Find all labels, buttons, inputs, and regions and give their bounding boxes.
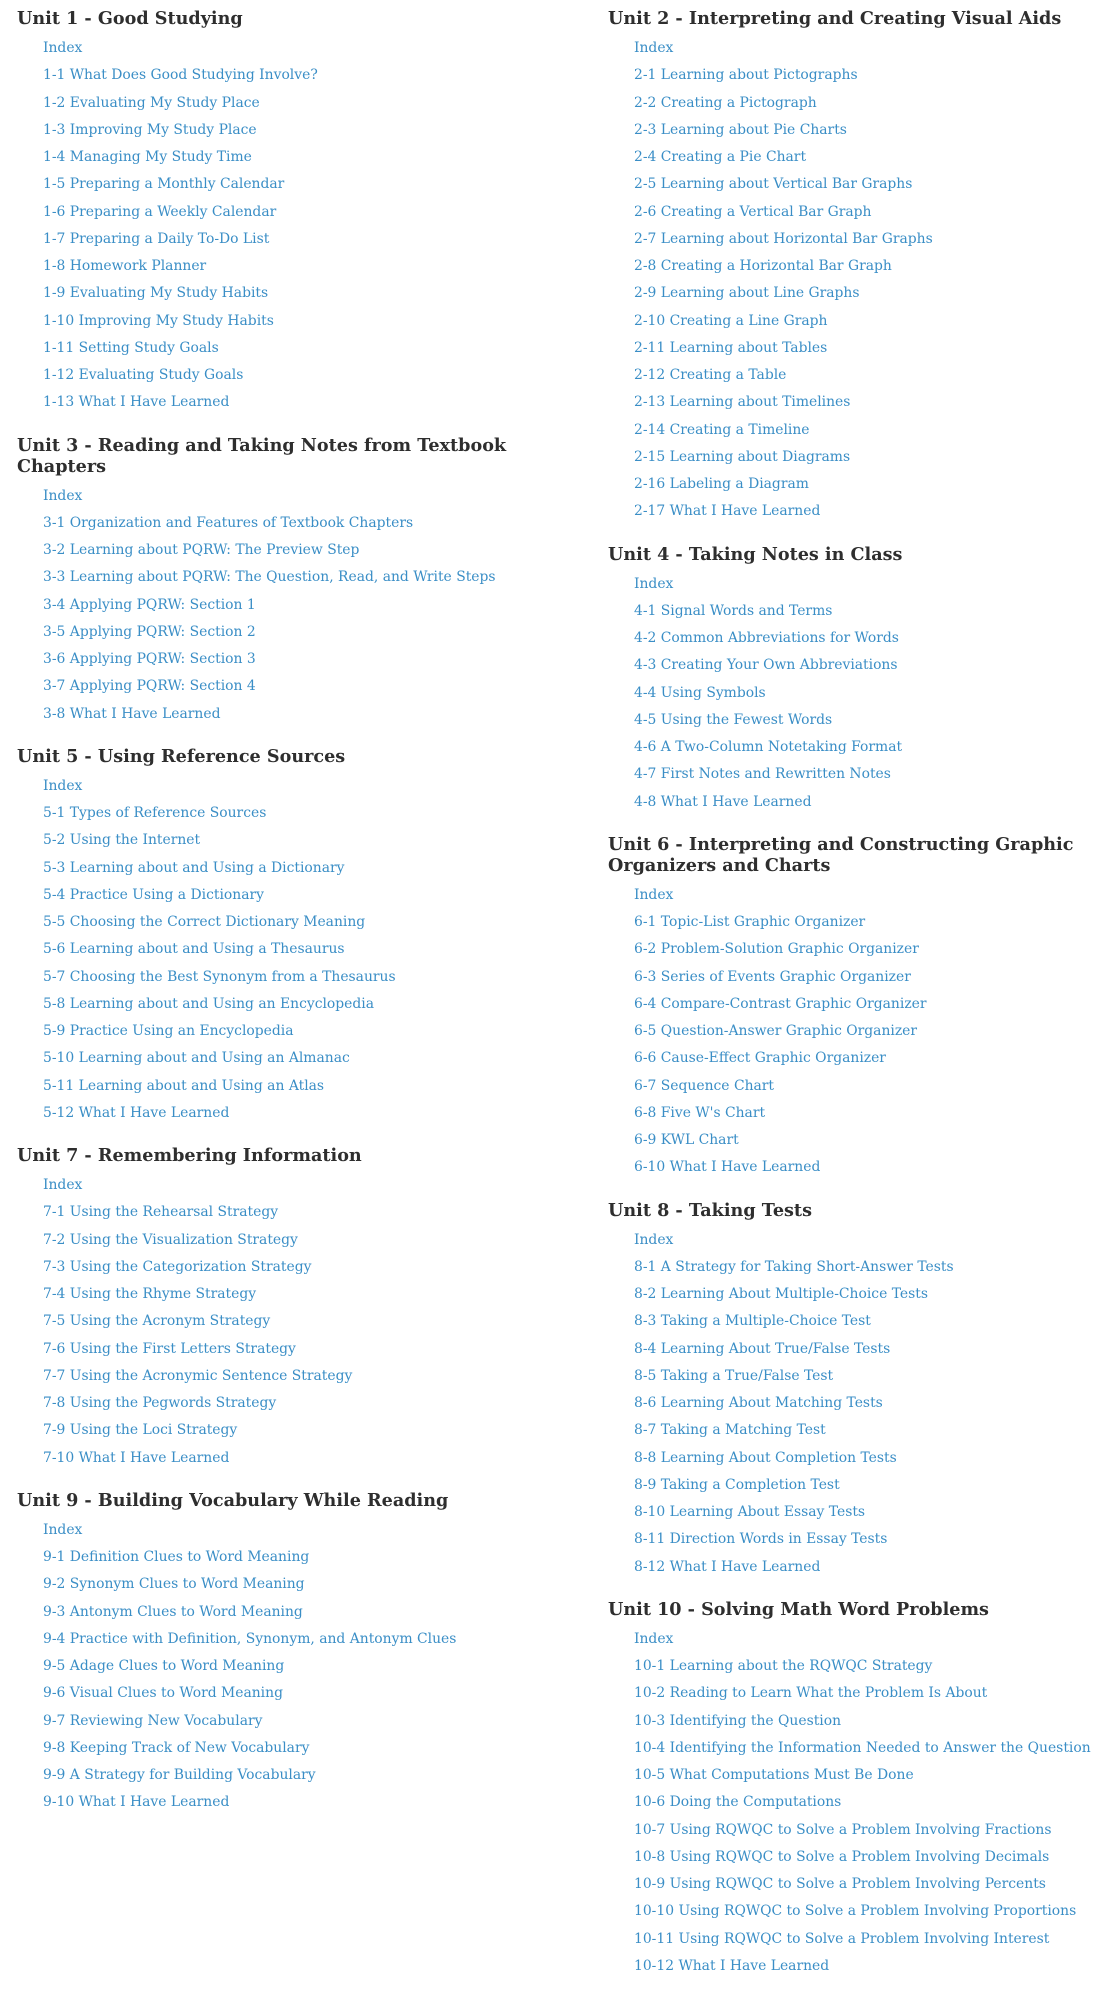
lesson-list-item <box>43 617 577 644</box>
lesson-list-item <box>43 853 577 880</box>
section-spacer <box>608 814 1100 826</box>
lesson-list-item <box>43 535 577 562</box>
lesson-list-item <box>634 1624 1100 1651</box>
lesson-list-item <box>43 481 577 508</box>
lesson-link-6-6[interactable]: 6-6 Cause-Effect Graphic Organizer <box>634 1050 886 1067</box>
lesson-link-7-2[interactable]: 7-2 Using the Visualization Strategy <box>43 1231 298 1248</box>
unit-10-section <box>608 1591 1100 1978</box>
lesson-list-item <box>43 197 577 224</box>
lesson-link-10-12[interactable]: 10-12 What I Have Learned <box>634 1957 830 1974</box>
lesson-link-7-8[interactable]: 7-8 Using the Pegwords Strategy <box>43 1395 277 1411</box>
section-spacer <box>608 1180 1100 1192</box>
lesson-link-5-8[interactable]: 5-8 Learning about and Using an Encyclopedia <box>43 995 375 1012</box>
lesson-list-item <box>634 60 1100 87</box>
lesson-link-2-4[interactable]: 2-4 Creating a Pie Chart <box>634 149 807 165</box>
lesson-list-item <box>634 1842 1100 1869</box>
lesson-list-item <box>43 989 577 1016</box>
lesson-list-item <box>43 962 577 989</box>
section-spacer <box>17 1470 577 1482</box>
unit-4-section <box>608 536 1100 814</box>
lesson-list-item <box>634 732 1100 759</box>
lesson-list-item <box>43 306 577 333</box>
lesson-list-item <box>634 469 1100 496</box>
section-spacer <box>17 726 577 738</box>
lesson-list-item <box>634 1787 1100 1814</box>
lesson-list-item <box>43 115 577 142</box>
unit-9-title: Unit 9 - Building Vocabulary While Reading <box>17 1489 449 1511</box>
lesson-link-7-6[interactable]: 7-6 Using the First Letters Strategy <box>43 1340 296 1357</box>
lesson-list-item <box>43 60 577 87</box>
lesson-list-item <box>634 1279 1100 1306</box>
unit-10-title: Unit 10 - Solving Math Word Problems <box>608 1598 989 1620</box>
lesson-link-5-4[interactable]: 5-4 Practice Using a Dictionary <box>43 886 264 903</box>
lesson-link-1-11[interactable]: 1-11 Setting Study Goals <box>43 339 219 356</box>
unit-2-lesson-list <box>634 33 1100 524</box>
unit-8-title: Unit 8 - Taking Tests <box>608 1199 812 1221</box>
lesson-link-10-11[interactable]: 10-11 Using RQWQC to Solve a Problem Involving Interest <box>634 1930 1050 1947</box>
lesson-link-5-7[interactable]: 5-7 Choosing the Best Synonym from a Thesaurus <box>43 968 396 985</box>
lesson-list-item <box>634 496 1100 523</box>
unit-6-index-link[interactable]: Index <box>634 886 674 903</box>
lesson-list-item <box>634 169 1100 196</box>
lesson-list-item <box>634 880 1100 907</box>
lesson-link-10-10[interactable]: 10-10 Using RQWQC to Solve a Problem Involving Proportions <box>634 1903 1077 1920</box>
lesson-list-item <box>634 678 1100 705</box>
lesson-link-2-8[interactable]: 2-8 Creating a Horizontal Bar Graph <box>634 258 892 274</box>
lesson-list-item <box>43 590 577 617</box>
lesson-list-item <box>634 1306 1100 1333</box>
lesson-list-item <box>634 907 1100 934</box>
lesson-link-6-2[interactable]: 6-2 Problem-Solution Graphic Organizer <box>634 941 919 958</box>
lesson-list-item <box>634 387 1100 414</box>
lesson-list-item <box>43 1170 577 1197</box>
lesson-list-item <box>43 1197 577 1224</box>
lesson-list-item <box>634 1252 1100 1279</box>
lesson-list-item <box>43 251 577 278</box>
lesson-list-item <box>634 1443 1100 1470</box>
lesson-link-5-12[interactable]: 5-12 What I Have Learned <box>43 1104 230 1121</box>
lesson-list-item <box>43 1279 577 1306</box>
lesson-link-1-12[interactable]: 1-12 Evaluating Study Goals <box>43 367 244 383</box>
lesson-list-item <box>634 224 1100 251</box>
lesson-link-5-3[interactable]: 5-3 Learning about and Using a Dictionary <box>43 859 345 876</box>
lesson-link-8-7[interactable]: 8-7 Taking a Matching Test <box>634 1422 826 1439</box>
lesson-list-item <box>43 644 577 671</box>
lesson-link-6-10[interactable]: 6-10 What I Have Learned <box>634 1159 821 1176</box>
section-spacer <box>17 415 577 427</box>
lesson-list-item <box>634 1361 1100 1388</box>
lesson-list-item <box>43 1515 577 1542</box>
lesson-list-item <box>43 1597 577 1624</box>
lesson-link-8-1[interactable]: 8-1 A Strategy for Taking Short-Answer Tests <box>634 1258 954 1275</box>
lesson-link-2-1[interactable]: 2-1 Learning about Pictographs <box>634 67 858 84</box>
lesson-link-3-3[interactable]: 3-3 Learning about PQRW: The Question, Read, and Write Steps <box>43 569 496 586</box>
right-column <box>608 0 1100 1978</box>
lesson-link-6-8[interactable]: 6-8 Five W's Chart <box>634 1104 766 1121</box>
unit-3-lesson-list <box>43 481 577 726</box>
lesson-list-item <box>43 1388 577 1415</box>
lesson-link-4-2[interactable]: 4-2 Common Abbreviations for Words <box>634 630 899 646</box>
lesson-link-9-1[interactable]: 9-1 Definition Clues to Word Meaning <box>43 1549 310 1565</box>
section-spacer <box>608 524 1100 536</box>
lesson-link-2-5[interactable]: 2-5 Learning about Vertical Bar Graphs <box>634 176 913 193</box>
lesson-list-item <box>43 671 577 698</box>
lesson-link-6-5[interactable]: 6-5 Question-Answer Graphic Organizer <box>634 1023 918 1039</box>
lesson-list-item <box>43 1624 577 1651</box>
section-spacer <box>608 1579 1100 1591</box>
unit-1-title: Unit 1 - Good Studying <box>17 8 243 29</box>
unit-1-section <box>17 0 577 415</box>
lesson-link-1-2[interactable]: 1-2 Evaluating My Study Place <box>43 94 260 111</box>
lesson-link-1-4[interactable]: 1-4 Managing My Study Time <box>43 149 252 165</box>
lesson-link-9-5[interactable]: 9-5 Adage Clues to Word Meaning <box>43 1658 285 1674</box>
lesson-link-1-3[interactable]: 1-3 Improving My Study Place <box>43 121 257 138</box>
lesson-link-2-13[interactable]: 2-13 Learning about Timelines <box>634 394 851 411</box>
unit-4-title: Unit 4 - Taking Notes in Class <box>608 543 903 565</box>
lesson-list-item <box>634 1043 1100 1070</box>
unit-9-section <box>17 1482 577 1815</box>
lesson-list-item <box>634 962 1100 989</box>
lesson-list-item <box>634 989 1100 1016</box>
lesson-list-item <box>634 934 1100 961</box>
lesson-list-item <box>634 360 1100 387</box>
lesson-list-item <box>634 1951 1100 1978</box>
lesson-list-item <box>634 33 1100 60</box>
lesson-link-1-6[interactable]: 1-6 Preparing a Weekly Calendar <box>43 203 277 220</box>
lesson-list-item <box>634 306 1100 333</box>
lesson-link-5-11[interactable]: 5-11 Learning about and Using an Atlas <box>43 1077 325 1094</box>
lesson-list-item <box>634 787 1100 814</box>
lesson-list-item <box>634 1470 1100 1497</box>
lesson-link-8-8[interactable]: 8-8 Learning About Completion Tests <box>634 1449 897 1466</box>
lesson-list-item <box>634 1497 1100 1524</box>
unit-1-index-link[interactable]: Index <box>43 40 83 56</box>
lesson-list-item <box>634 569 1100 596</box>
lesson-list-item <box>43 1651 577 1678</box>
lesson-list-item <box>43 1787 577 1814</box>
lesson-link-10-9[interactable]: 10-9 Using RQWQC to Solve a Problem Involving Percents <box>634 1876 1046 1892</box>
lesson-list-item <box>634 1552 1100 1579</box>
lesson-link-3-1[interactable]: 3-1 Organization and Features of Textbook Chapters <box>43 514 414 531</box>
unit-6-section <box>608 826 1100 1180</box>
lesson-link-7-5[interactable]: 7-5 Using the Acronym Strategy <box>43 1313 271 1330</box>
lesson-list-item <box>43 387 577 414</box>
lesson-link-9-6[interactable]: 9-6 Visual Clues to Word Meaning <box>43 1685 283 1702</box>
unit-10-index-link[interactable]: Index <box>634 1630 674 1647</box>
lesson-link-7-3[interactable]: 7-3 Using the Categorization Strategy <box>43 1258 312 1275</box>
lesson-list-item <box>43 880 577 907</box>
unit-5-index-link[interactable]: Index <box>43 777 83 794</box>
lesson-link-2-14[interactable]: 2-14 Creating a Timeline <box>634 421 810 438</box>
left-column <box>17 0 577 1815</box>
lesson-list-item <box>634 1125 1100 1152</box>
lesson-link-1-8[interactable]: 1-8 Homework Planner <box>43 258 207 274</box>
unit-2-index-link[interactable]: Index <box>634 40 674 56</box>
lesson-list-item <box>634 442 1100 469</box>
lesson-list-item <box>634 1733 1100 1760</box>
lesson-list-item <box>634 1415 1100 1442</box>
lesson-list-item <box>634 1678 1100 1705</box>
lesson-link-5-9[interactable]: 5-9 Practice Using an Encyclopedia <box>43 1023 294 1039</box>
lesson-link-3-5[interactable]: 3-5 Applying PQRW: Section 2 <box>43 623 256 640</box>
lesson-list-item <box>43 1443 577 1470</box>
lesson-link-3-6[interactable]: 3-6 Applying PQRW: Section 3 <box>43 651 256 667</box>
lesson-link-7-4[interactable]: 7-4 Using the Rhyme Strategy <box>43 1286 257 1302</box>
unit-4-lesson-list <box>634 569 1100 814</box>
lesson-list-item <box>634 1071 1100 1098</box>
lesson-list-item <box>43 907 577 934</box>
unit-10-lesson-list <box>634 1624 1100 1978</box>
lesson-link-5-1[interactable]: 5-1 Types of Reference Sources <box>43 805 267 821</box>
lesson-link-8-9[interactable]: 8-9 Taking a Completion Test <box>634 1476 840 1493</box>
lesson-link-10-4[interactable]: 10-4 Identifying the Information Needed to Answer the Question <box>634 1739 1091 1756</box>
lesson-link-5-2[interactable]: 5-2 Using the Internet <box>43 832 201 849</box>
lesson-link-3-2[interactable]: 3-2 Learning about PQRW: The Preview Step <box>43 542 360 558</box>
lesson-list-item <box>634 650 1100 677</box>
lesson-list-item <box>43 1678 577 1705</box>
unit-5-lesson-list <box>43 771 577 1125</box>
unit-2-title: Unit 2 - Interpreting and Creating Visual Aids <box>608 8 1062 29</box>
unit-9-index-link[interactable]: Index <box>43 1521 83 1538</box>
unit-7-section <box>17 1137 577 1470</box>
lesson-link-9-2[interactable]: 9-2 Synonym Clues to Word Meaning <box>43 1576 305 1593</box>
lesson-list-item <box>43 1361 577 1388</box>
lesson-link-9-9[interactable]: 9-9 A Strategy for Building Vocabulary <box>43 1767 316 1783</box>
lesson-list-item <box>43 142 577 169</box>
unit-7-title: Unit 7 - Remembering Information <box>17 1145 362 1166</box>
lesson-link-3-7[interactable]: 3-7 Applying PQRW: Section 4 <box>43 678 256 695</box>
lesson-list-item <box>634 1016 1100 1043</box>
unit-5-section <box>17 738 577 1125</box>
lesson-link-10-5[interactable]: 10-5 What Computations Must Be Done <box>634 1767 914 1783</box>
lesson-list-item <box>43 33 577 60</box>
lesson-list-item <box>634 1869 1100 1896</box>
unit-7-index-link[interactable]: Index <box>43 1177 83 1193</box>
lesson-list-item <box>43 798 577 825</box>
lesson-list-item <box>634 1651 1100 1678</box>
lesson-link-10-2[interactable]: 10-2 Reading to Learn What the Problem Is About <box>634 1685 988 1702</box>
lesson-list-item <box>634 1152 1100 1179</box>
lesson-list-item <box>43 699 577 726</box>
lesson-link-2-11[interactable]: 2-11 Learning about Tables <box>634 339 828 356</box>
lesson-list-item <box>43 1071 577 1098</box>
lesson-list-item <box>634 1225 1100 1252</box>
lesson-list-item <box>43 1043 577 1070</box>
lesson-link-5-6[interactable]: 5-6 Learning about and Using a Thesaurus <box>43 941 345 958</box>
lesson-list-item <box>43 1016 577 1043</box>
lesson-link-2-12[interactable]: 2-12 Creating a Table <box>634 367 787 383</box>
lesson-list-item <box>43 1542 577 1569</box>
lesson-link-2-17[interactable]: 2-17 What I Have Learned <box>634 503 821 520</box>
lesson-link-2-6[interactable]: 2-6 Creating a Vertical Bar Graph <box>634 203 872 220</box>
lesson-list-item <box>634 759 1100 786</box>
lesson-link-2-2[interactable]: 2-2 Creating a Pictograph <box>634 94 817 111</box>
lesson-list-item <box>43 1569 577 1596</box>
lesson-list-item <box>634 1334 1100 1361</box>
lesson-list-item <box>634 197 1100 224</box>
lesson-link-2-3[interactable]: 2-3 Learning about Pie Charts <box>634 121 847 138</box>
lesson-list-item <box>43 771 577 798</box>
lesson-list-item <box>43 224 577 251</box>
lesson-link-9-10[interactable]: 9-10 What I Have Learned <box>43 1794 230 1811</box>
lesson-list-item <box>634 278 1100 305</box>
lesson-link-8-6[interactable]: 8-6 Learning About Matching Tests <box>634 1395 883 1411</box>
lesson-list-item <box>634 142 1100 169</box>
lesson-list-item <box>43 1306 577 1333</box>
unit-8-index-link[interactable]: Index <box>634 1231 674 1248</box>
lesson-link-1-1[interactable]: 1-1 What Does Good Studying Involve? <box>43 67 318 84</box>
lesson-list-item <box>43 1760 577 1787</box>
lesson-link-6-7[interactable]: 6-7 Sequence Chart <box>634 1077 775 1094</box>
unit-1-lesson-list <box>43 33 577 415</box>
lesson-link-7-9[interactable]: 7-9 Using the Loci Strategy <box>43 1422 238 1439</box>
lesson-link-10-7[interactable]: 10-7 Using RQWQC to Solve a Problem Involving Fractions <box>634 1821 1052 1838</box>
lesson-link-10-8[interactable]: 10-8 Using RQWQC to Solve a Problem Involving Decimals <box>634 1848 1050 1865</box>
unit-3-title: Unit 3 - Reading and Taking Notes from Textbook Chapters <box>17 434 507 477</box>
unit-8-section <box>608 1192 1100 1579</box>
lesson-link-6-9[interactable]: 6-9 KWL Chart <box>634 1132 739 1148</box>
lesson-link-6-4[interactable]: 6-4 Compare-Contrast Graphic Organizer <box>634 995 927 1012</box>
lesson-link-2-15[interactable]: 2-15 Learning about Diagrams <box>634 448 851 465</box>
lesson-link-4-8[interactable]: 4-8 What I Have Learned <box>634 793 812 810</box>
lesson-link-4-1[interactable]: 4-1 Signal Words and Terms <box>634 602 833 619</box>
lesson-link-1-5[interactable]: 1-5 Preparing a Monthly Calendar <box>43 176 285 193</box>
lesson-link-3-8[interactable]: 3-8 What I Have Learned <box>43 705 221 722</box>
lesson-link-8-10[interactable]: 8-10 Learning About Essay Tests <box>634 1504 866 1520</box>
lesson-link-6-3[interactable]: 6-3 Series of Events Graphic Organizer <box>634 968 911 985</box>
lesson-link-10-1[interactable]: 10-1 Learning about the RQWQC Strategy <box>634 1658 933 1674</box>
lesson-list-item <box>43 1706 577 1733</box>
lesson-link-4-7[interactable]: 4-7 First Notes and Rewritten Notes <box>634 766 891 783</box>
lesson-list-item <box>43 88 577 115</box>
unit-8-lesson-list <box>634 1225 1100 1579</box>
lesson-link-2-9[interactable]: 2-9 Learning about Line Graphs <box>634 285 860 302</box>
lesson-link-9-4[interactable]: 9-4 Practice with Definition, Synonym, and Antonym Clues <box>43 1630 457 1647</box>
lesson-list-item <box>634 1524 1100 1551</box>
unit-2-section <box>608 0 1100 524</box>
lesson-link-1-7[interactable]: 1-7 Preparing a Daily To-Do List <box>43 230 270 247</box>
lesson-link-8-12[interactable]: 8-12 What I Have Learned <box>634 1558 821 1575</box>
lesson-list-item <box>634 333 1100 360</box>
lesson-list-item <box>634 596 1100 623</box>
lesson-list-item <box>43 360 577 387</box>
lesson-link-7-1[interactable]: 7-1 Using the Rehearsal Strategy <box>43 1204 279 1221</box>
unit-9-lesson-list <box>43 1515 577 1815</box>
lesson-link-10-6[interactable]: 10-6 Doing the Computations <box>634 1794 842 1811</box>
lesson-link-3-4[interactable]: 3-4 Applying PQRW: Section 1 <box>43 596 256 613</box>
lesson-list-item <box>634 705 1100 732</box>
lesson-link-8-5[interactable]: 8-5 Taking a True/False Test <box>634 1367 834 1384</box>
lesson-list-item <box>43 169 577 196</box>
lesson-list-item <box>634 1896 1100 1923</box>
lesson-link-2-10[interactable]: 2-10 Creating a Line Graph <box>634 312 828 329</box>
lesson-link-8-3[interactable]: 8-3 Taking a Multiple-Choice Test <box>634 1313 871 1330</box>
lesson-list-item <box>43 1225 577 1252</box>
lesson-link-1-9[interactable]: 1-9 Evaluating My Study Habits <box>43 285 269 302</box>
unit-3-section <box>17 427 577 726</box>
lesson-link-4-6[interactable]: 4-6 A Two-Column Notetaking Format <box>634 739 903 755</box>
unit-6-lesson-list <box>634 880 1100 1180</box>
lesson-list-item <box>634 1760 1100 1787</box>
lesson-link-9-8[interactable]: 9-8 Keeping Track of New Vocabulary <box>43 1739 310 1756</box>
lesson-list-item <box>634 251 1100 278</box>
lesson-list-item <box>43 1733 577 1760</box>
lesson-link-2-7[interactable]: 2-7 Learning about Horizontal Bar Graphs <box>634 230 933 247</box>
lesson-list-item <box>43 1334 577 1361</box>
lesson-list-item <box>43 1098 577 1125</box>
lesson-link-9-7[interactable]: 9-7 Reviewing New Vocabulary <box>43 1712 263 1729</box>
unit-5-title: Unit 5 - Using Reference Sources <box>17 745 346 767</box>
lesson-list-item <box>634 623 1100 650</box>
lesson-list-item <box>634 1098 1100 1125</box>
unit-6-title: Unit 6 - Interpreting and Constructing Graphic Organizers and Charts <box>608 833 1074 876</box>
lesson-link-10-3[interactable]: 10-3 Identifying the Question <box>634 1712 842 1729</box>
unit-4-index-link[interactable]: Index <box>634 575 674 592</box>
lesson-link-1-13[interactable]: 1-13 What I Have Learned <box>43 394 230 411</box>
unit-3-index-link[interactable]: Index <box>43 487 83 504</box>
lesson-link-4-4[interactable]: 4-4 Using Symbols <box>634 684 766 701</box>
lesson-link-2-16[interactable]: 2-16 Labeling a Diagram <box>634 476 809 492</box>
lesson-list-item <box>634 415 1100 442</box>
lesson-list-item <box>634 115 1100 142</box>
lesson-link-8-2[interactable]: 8-2 Learning About Multiple-Choice Tests <box>634 1286 928 1302</box>
lesson-list-item <box>634 1924 1100 1951</box>
lesson-list-item <box>634 88 1100 115</box>
lesson-link-1-10[interactable]: 1-10 Improving My Study Habits <box>43 312 274 329</box>
lesson-list-item <box>634 1388 1100 1415</box>
lesson-link-4-3[interactable]: 4-3 Creating Your Own Abbreviations <box>634 657 898 674</box>
lesson-list-item <box>43 825 577 852</box>
lesson-link-9-3[interactable]: 9-3 Antonym Clues to Word Meaning <box>43 1603 303 1620</box>
lesson-link-7-10[interactable]: 7-10 What I Have Learned <box>43 1449 230 1466</box>
lesson-list-item <box>43 1415 577 1442</box>
lesson-list-item <box>43 562 577 589</box>
lesson-list-item <box>43 1252 577 1279</box>
lesson-list-item <box>43 934 577 961</box>
lesson-list-item <box>43 333 577 360</box>
unit-7-lesson-list <box>43 1170 577 1470</box>
lesson-link-5-10[interactable]: 5-10 Learning about and Using an Almanac <box>43 1050 350 1067</box>
section-spacer <box>17 1125 577 1137</box>
lesson-link-8-4[interactable]: 8-4 Learning About True/False Tests <box>634 1340 891 1357</box>
lesson-link-7-7[interactable]: 7-7 Using the Acronymic Sentence Strategy <box>43 1367 353 1384</box>
lesson-list-item <box>634 1706 1100 1733</box>
lesson-list-item <box>43 278 577 305</box>
lesson-list-item <box>634 1815 1100 1842</box>
lesson-link-4-5[interactable]: 4-5 Using the Fewest Words <box>634 711 833 728</box>
lesson-list-item <box>43 508 577 535</box>
lesson-link-5-5[interactable]: 5-5 Choosing the Correct Dictionary Meaning <box>43 914 366 930</box>
lesson-link-8-11[interactable]: 8-11 Direction Words in Essay Tests <box>634 1531 888 1548</box>
lesson-link-6-1[interactable]: 6-1 Topic-List Graphic Organizer <box>634 914 866 930</box>
